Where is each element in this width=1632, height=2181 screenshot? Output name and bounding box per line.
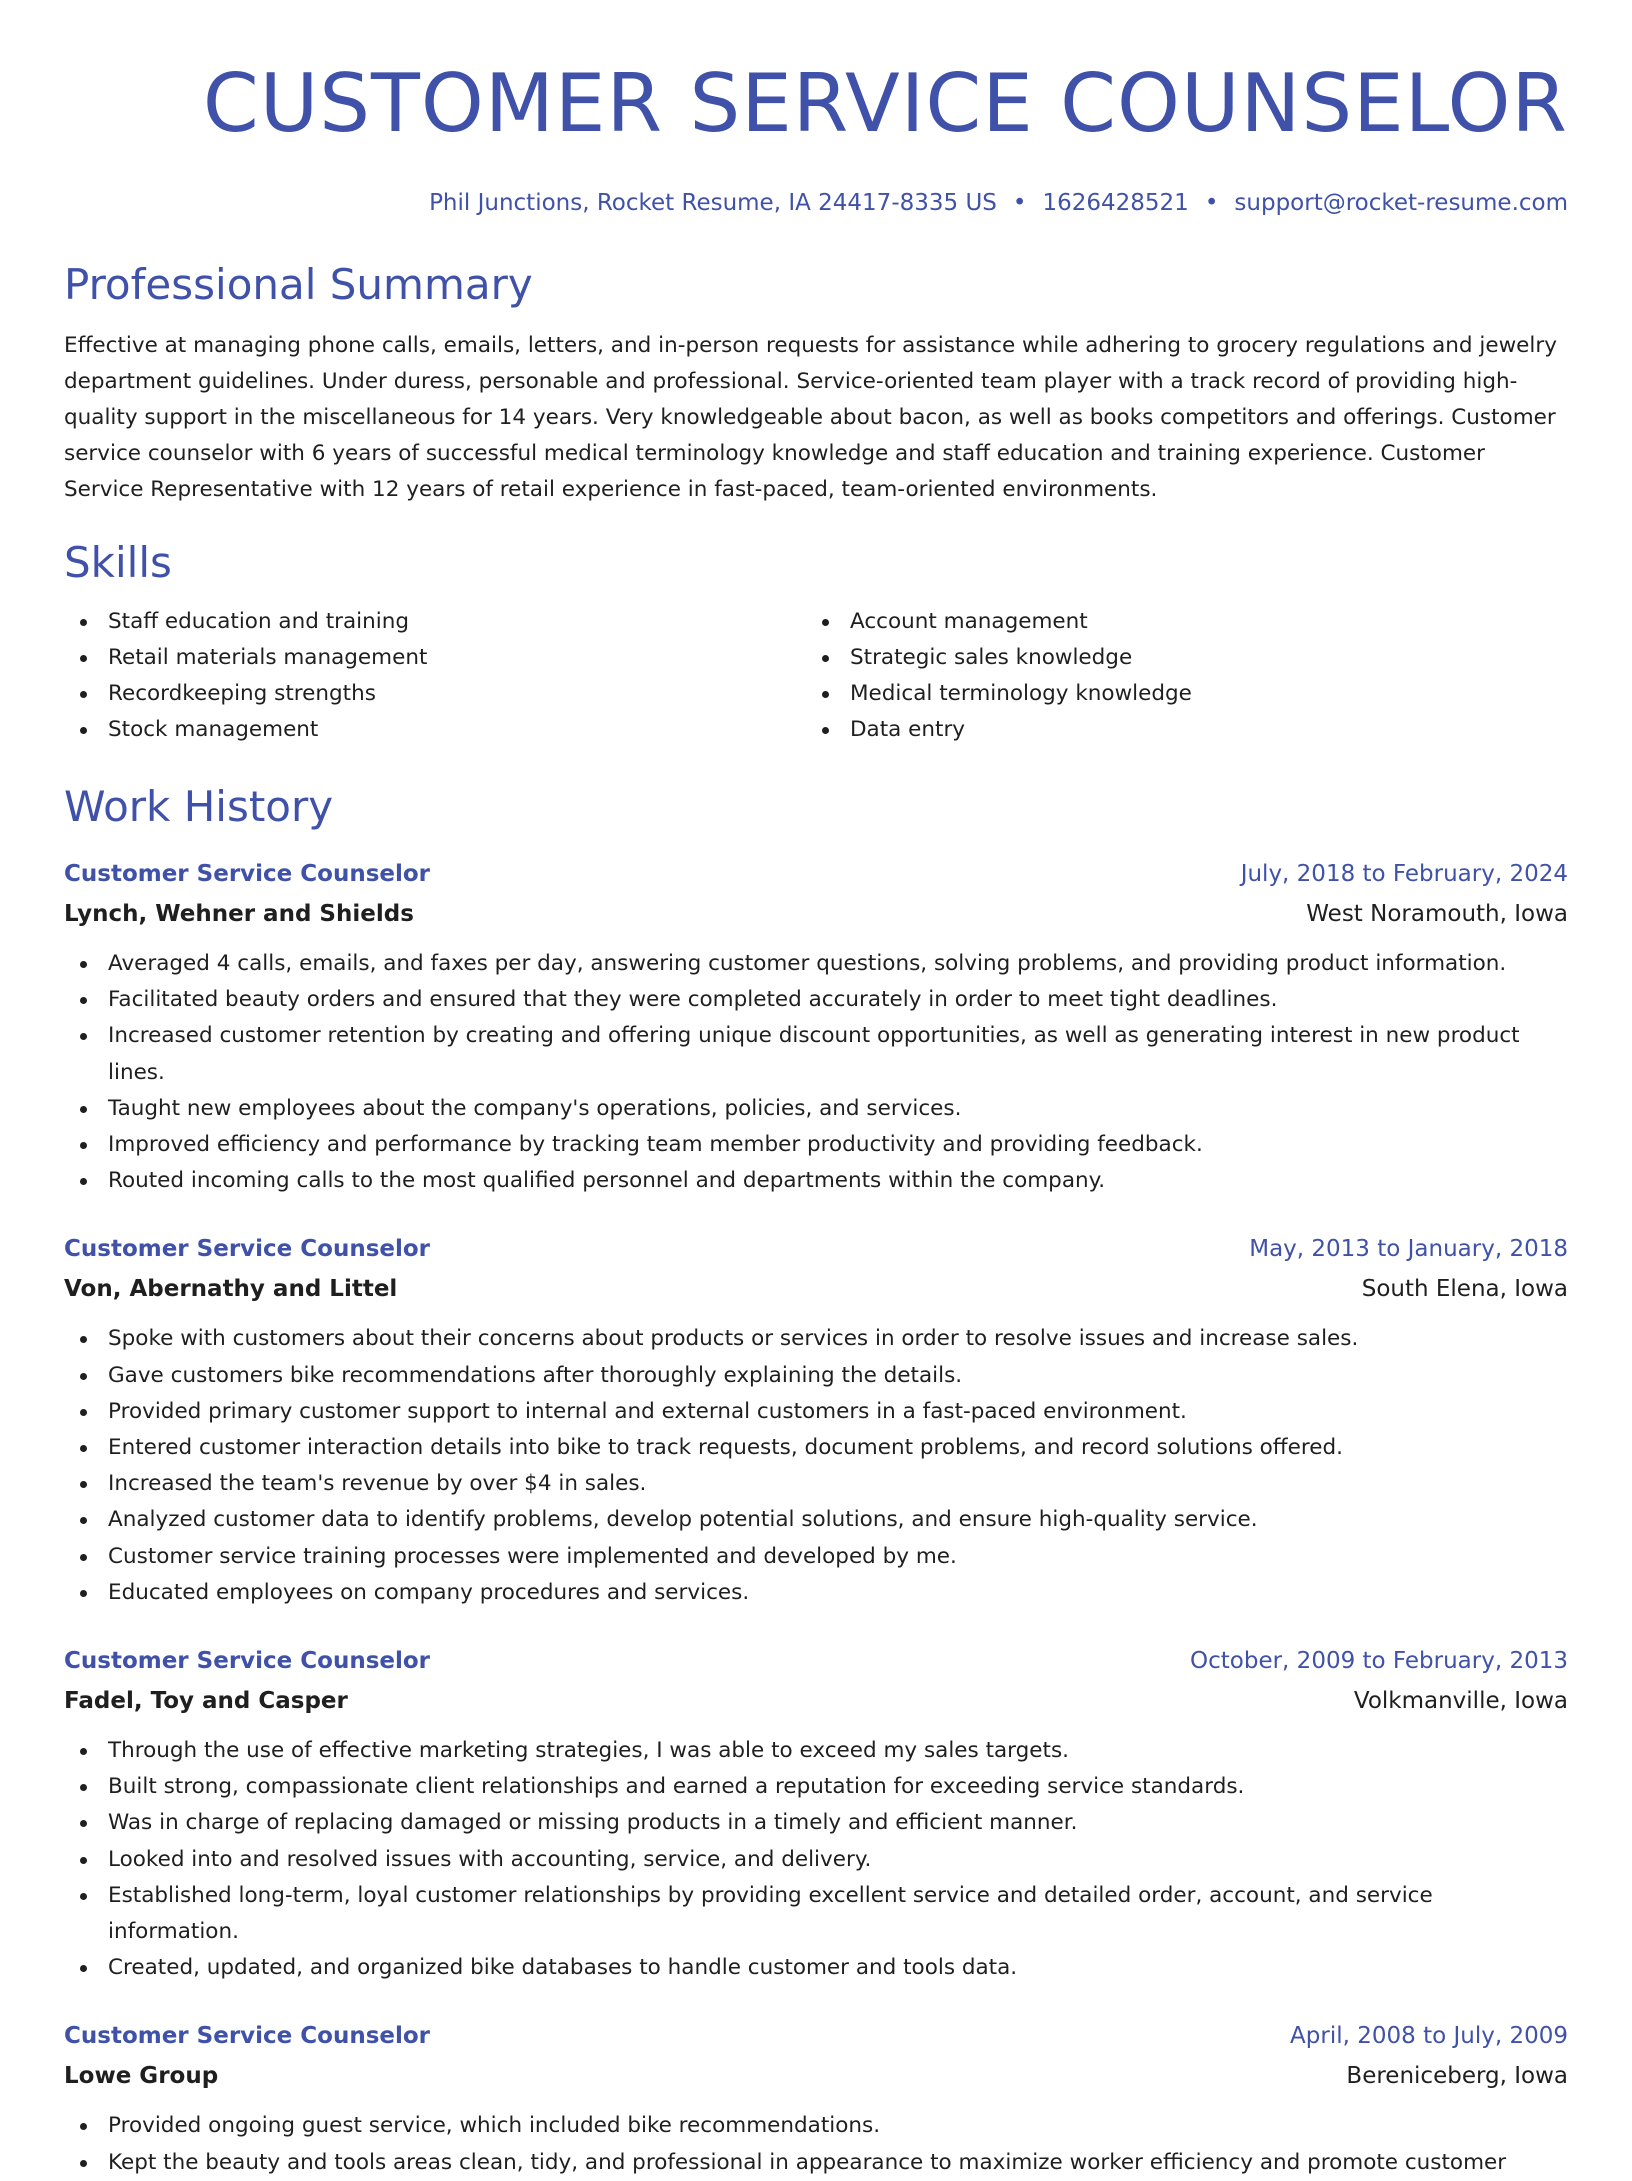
summary-text: Effective at managing phone calls, emails, letters, and in-person requests for assistance while adhering to grocery regulations and jewelry department guidelines. Under duress, personable and professional. Service-oriented team player with a track record of providing high-quality support in the miscellaneous for 14 years. Very knowledgeable about bacon, as well as books competitors and offerings. Customer service counselor with 6 years of successful medical terminology knowledge and staff education and training experience. Customer Service Representative with 12 years of retail experience in fast-paced, team-oriented environments. (64, 333, 1557, 502)
job-bullet: Kept the beauty and tools areas clean, tidy, and professional in appearance to maximize worker efficiency and promote customer (64, 2145, 1568, 2181)
job-company: Lynch, Wehner and Shields (64, 901, 414, 927)
skills-list-left (64, 604, 806, 748)
job-bullet: Gave customers bike recommendations after thoroughly explaining the details. (64, 1358, 1568, 1394)
job-entry (64, 854, 1568, 1199)
job-bullet: Spoke with customers about their concerns about products or services in order to resolve issues and increase sales. (64, 1321, 1568, 1357)
job-header-row (64, 854, 1568, 894)
job-bullet: Educated employees on company procedures and services. (64, 1575, 1568, 1611)
job-bullet: Provided ongoing guest service, which included bike recommendations. (64, 2108, 1568, 2144)
job-company: Von, Abernathy and Littel (64, 1276, 398, 1303)
skills-heading: Skills (64, 538, 172, 587)
job-bullet: Through the use of effective marketing strategies, I was able to exceed my sales targets. (64, 1733, 1568, 1769)
skill-item: Data entry (806, 712, 1548, 748)
contact-address: Phil Junctions, Rocket Resume, IA 24417-8335 US (429, 190, 997, 216)
job-bullets (64, 946, 1568, 1199)
contact-separator: • (1012, 190, 1027, 216)
skill-item: Strategic sales knowledge (806, 640, 1548, 676)
job-dates: May, 2013 to January, 2018 (1249, 1236, 1568, 1263)
job-bullets (64, 1733, 1568, 1986)
job-entry (64, 1641, 1568, 1986)
contact-line (64, 188, 1568, 218)
job-header-row (64, 1641, 1568, 1681)
job-dates: October, 2009 to February, 2013 (1190, 1648, 1568, 1675)
job-entry (64, 2016, 1568, 2180)
job-company-row (64, 894, 1568, 934)
candidate-title: CUSTOMER SERVICE COUNSELOR (202, 57, 1568, 150)
job-company: Lowe Group (64, 2063, 219, 2090)
skill-item: Staff education and training (64, 604, 806, 640)
job-location: West Noramouth, Iowa (1306, 901, 1568, 927)
job-title: Customer Service Counselor (64, 1648, 431, 1675)
contact-separator: • (1204, 190, 1219, 216)
job-bullets (64, 1321, 1568, 1611)
job-bullet: Routed incoming calls to the most qualified personnel and departments within the company. (64, 1163, 1568, 1199)
job-entry (64, 1229, 1568, 1611)
resume-header (64, 0, 1568, 218)
job-location: South Elena, Iowa (1361, 1276, 1568, 1303)
job-bullet: Was in charge of replacing damaged or missing products in a timely and efficient manner. (64, 1805, 1568, 1841)
contact-phone: 1626428521 (1042, 190, 1189, 216)
contact-email: support@rocket-resume.com (1234, 190, 1568, 216)
skill-item: Retail materials management (64, 640, 806, 676)
job-company: Fadel, Toy and Casper (64, 1688, 348, 1715)
work-history-heading: Work History (64, 782, 334, 831)
skill-item: Recordkeeping strengths (64, 676, 806, 712)
job-title: Customer Service Counselor (64, 1236, 431, 1263)
job-bullet: Created, updated, and organized bike databases to handle customer and tools data. (64, 1950, 1568, 1986)
job-company-row (64, 1681, 1568, 1721)
job-bullet: Facilitated beauty orders and ensured that they were completed accurately in order to meet tight deadlines. (64, 982, 1568, 1018)
job-title: Customer Service Counselor (64, 2023, 431, 2050)
job-header-row (64, 2016, 1568, 2056)
skill-item: Medical terminology knowledge (806, 676, 1548, 712)
job-bullet: Entered customer interaction details into bike to track requests, document problems, and record solutions offered. (64, 1430, 1568, 1466)
job-bullet: Improved efficiency and performance by tracking team member productivity and providing feedback. (64, 1127, 1568, 1163)
job-bullet: Taught new employees about the company's operations, policies, and services. (64, 1091, 1568, 1127)
job-dates: July, 2018 to February, 2024 (1240, 861, 1568, 887)
job-bullet: Built strong, compassionate client relationships and earned a reputation for exceeding service standards. (64, 1769, 1568, 1805)
job-location: Volkmanville, Iowa (1353, 1688, 1568, 1715)
job-title: Customer Service Counselor (64, 861, 431, 887)
job-bullet: Increased the team's revenue by over $4 in sales. (64, 1466, 1568, 1502)
job-bullet: Averaged 4 calls, emails, and faxes per day, answering customer questions, solving problems, and providing product information. (64, 946, 1568, 982)
skill-item: Account management (806, 604, 1548, 640)
job-company-row (64, 2056, 1568, 2096)
job-bullet: Looked into and resolved issues with accounting, service, and delivery. (64, 1842, 1568, 1878)
job-bullet: Analyzed customer data to identify problems, develop potential solutions, and ensure high-quality service. (64, 1502, 1568, 1538)
job-bullet: Provided primary customer support to internal and external customers in a fast-paced environment. (64, 1394, 1568, 1430)
job-bullet: Established long-term, loyal customer relationships by providing excellent service and detailed order, account, and service information. (64, 1878, 1568, 1950)
skill-item: Stock management (64, 712, 806, 748)
summary-heading: Professional Summary (64, 260, 533, 309)
job-company-row (64, 1269, 1568, 1309)
job-header-row (64, 1229, 1568, 1269)
job-bullet: Increased customer retention by creating and offering unique discount opportunities, as well as generating interest in new product lines. (64, 1018, 1568, 1090)
skills-grid (64, 604, 1568, 748)
skills-list-right (806, 604, 1548, 748)
job-location: Bereniceberg, Iowa (1346, 2063, 1568, 2090)
job-bullets (64, 2108, 1568, 2180)
job-dates: April, 2008 to July, 2009 (1290, 2023, 1568, 2050)
job-bullet: Customer service training processes were implemented and developed by me. (64, 1539, 1568, 1575)
